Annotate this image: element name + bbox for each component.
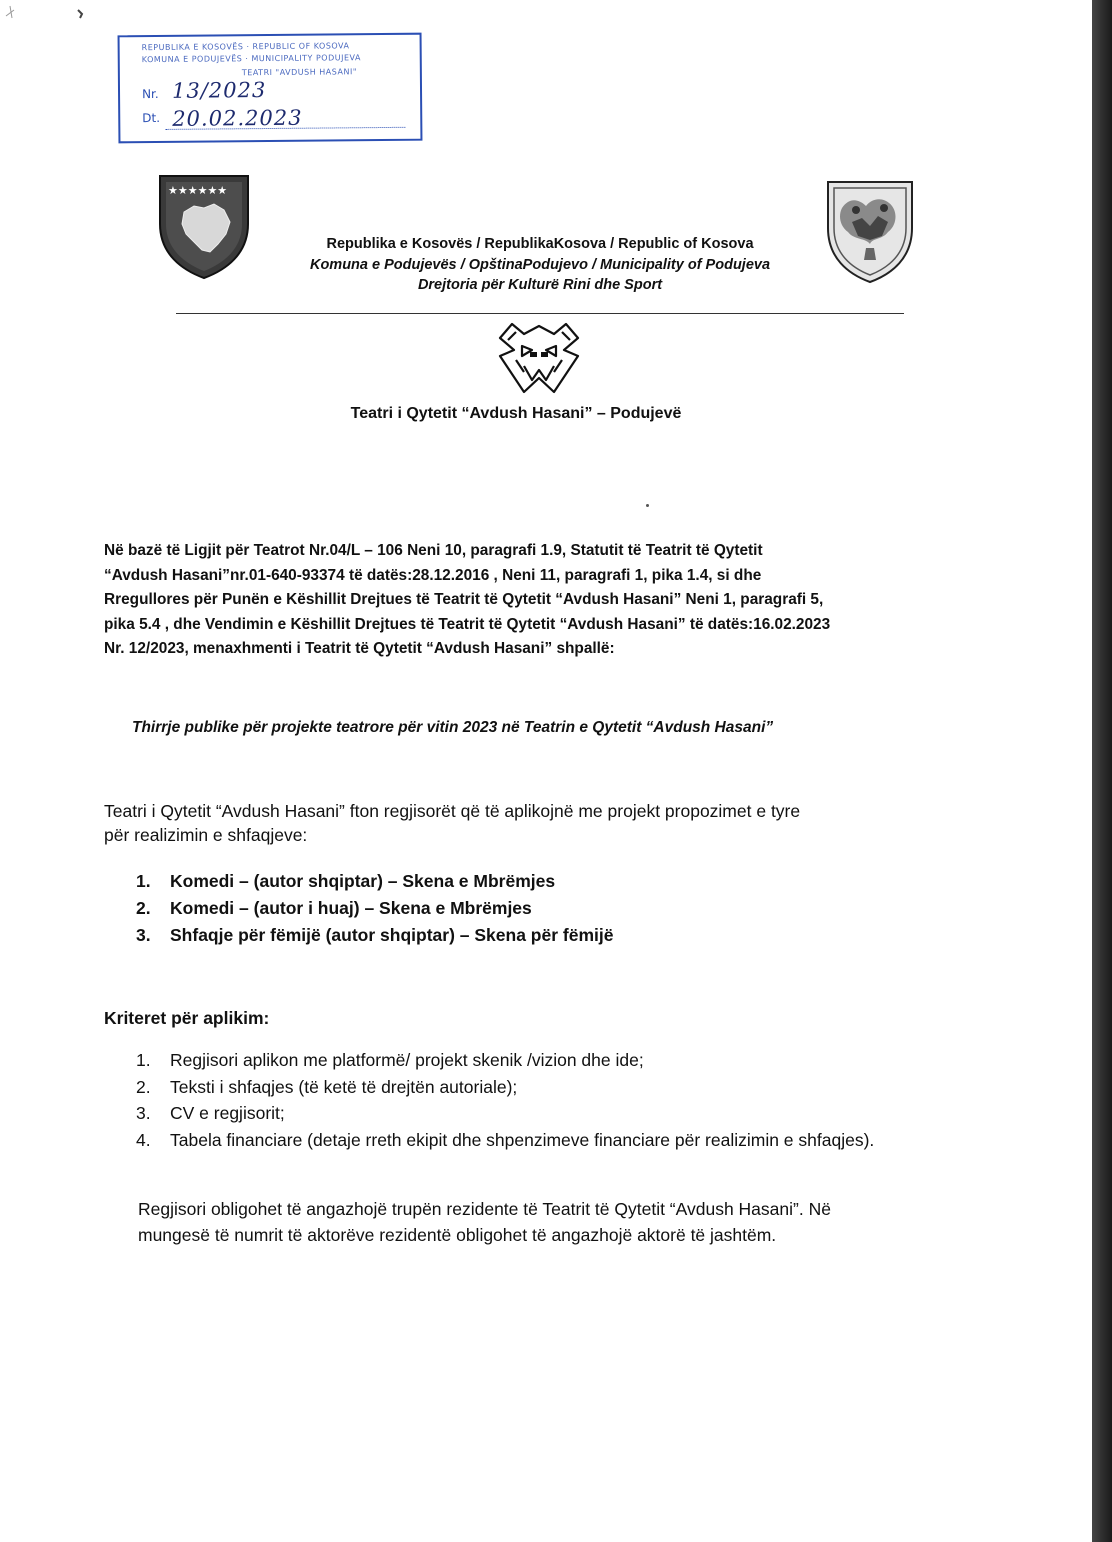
list-item-number: 3. [136,1103,151,1123]
criteria-heading: Kriteret për aplikim: [104,1008,270,1028]
closing-line: mungesë të numrit të aktorëve rezidentë obligohet të angazhojë aktorë të jashtëm. [138,1225,777,1245]
header-directorate: Drejtoria për Kulturë Rini dhe Sport [417,277,663,293]
header-republic: Republika e Kosovës / RepublikaKosova / Republic of Kosova [326,236,754,252]
list-item [136,922,836,949]
header-divider [176,313,904,314]
institution-header [210,234,870,296]
stamp-line-2: KOMUNA E PODUJEVËS · MUNICIPALITY PODUJEVA [141,53,361,65]
list-item-number: 3. [136,925,151,945]
list-item-text: Tabela financiare (detaje rreth ekipit dhe shpenzimeve financiare për realizimin e shfaqjes). [170,1129,875,1150]
list-item-number: 1. [136,1050,151,1070]
intro-line: Nr. 12/2023, menaxhmenti i Teatrit të Qytetit “Avdush Hasani” shpallë: [104,640,615,657]
stamp-line-1: REPUBLIKA E KOSOVËS · REPUBLIC OF KOSOVA [141,41,350,53]
list-item [136,895,836,922]
list-item-number: 2. [136,898,151,918]
stamp-date-label: Dt. [142,110,161,126]
list-item [136,868,836,895]
list-item-text: Komedi – (autor i huaj) – Skena e Mbrëmjes [170,898,532,918]
list-item [136,1100,936,1127]
stamp-number-value: 13/2023 [171,78,267,103]
stamp-number-label: Nr. [141,86,159,102]
intro-line: “Avdush Hasani”nr.01-640-93374 të datës:28.12.2016 , Neni 11, paragrafi 1, pika 1.4, si dhe [104,566,762,584]
project-list [136,868,836,949]
list-item-text: Teksti i shfaqjes (të ketë të drejtën autoriale); [170,1076,518,1097]
list-item-number: 1. [136,871,151,891]
list-item [136,1047,936,1074]
header-municipality: Komuna e Podujevës / OpštinaPodujevo / Municipality of Podujeva [309,256,771,273]
criteria-list [136,1047,936,1153]
invitation-paragraph [104,799,964,847]
legal-basis-paragraph [104,539,984,662]
stamp-date-value: 20.02.2023 [172,105,303,131]
list-item [136,1074,936,1101]
intro-line: Në bazë të Ligjit për Teatrot Nr.04/L – 106 Neni 10, paragrafi 1.9, Statutit të Teatrit të Qytetit [104,542,763,559]
intro-line: Rregullores për Punën e Këshillit Drejtues të Teatrit të Qytetit “Avdush Hasani” Neni 1, paragrafi 5, [104,591,824,608]
intro-line: pika 5.4 , dhe Vendimin e Këshillit Drejtues të Teatrit të Qytetit “Avdush Hasani” të datës:16.02.2023 [104,615,831,633]
list-item-number: 4. [136,1129,151,1150]
invite-line: Teatri i Qytetit “Avdush Hasani” fton regjisorët që të aplikojnë me projekt propozimet e tyre [104,801,801,821]
list-item-text: Regjisori aplikon me platformë/ projekt skenik /vizion dhe ide; [170,1050,644,1070]
svg-text:★★★★★★: ★★★★★★ [168,184,228,197]
list-item-text: Shfaqje për fëmijë (autor shqiptar) – Skena për fëmijë [170,925,614,945]
theatre-masks-logo-icon [494,320,584,396]
registry-stamp [118,33,423,144]
list-item-number: 2. [136,1076,151,1097]
list-item-text: Komedi – (autor shqiptar) – Skena e Mbrëmjes [170,871,556,891]
closing-paragraph [138,1196,978,1248]
stamp-line-3: TEATRI "AVDUSH HASANI" [241,67,358,78]
closing-line: Regjisori obligohet të angazhojë trupën rezidente të Teatrit të Qytetit “Avdush Hasani”. Në [138,1199,831,1219]
scan-marks [4,2,94,24]
podujeva-coat-of-arms-icon [826,178,914,284]
invite-line: për realizimin e shfaqjeve: [104,825,308,845]
scan-edge [1092,0,1112,1542]
scan-speck [646,504,649,507]
call-title: Thirrje publike për projekte teatrore për vitin 2023 në Teatrin e Qytetit “Avdush Hasani” [132,719,774,736]
theatre-name: Teatri i Qytetit “Avdush Hasani” – Podujevë [350,405,682,422]
list-item-text: CV e regjisorit; [170,1103,285,1123]
list-item [136,1127,936,1154]
